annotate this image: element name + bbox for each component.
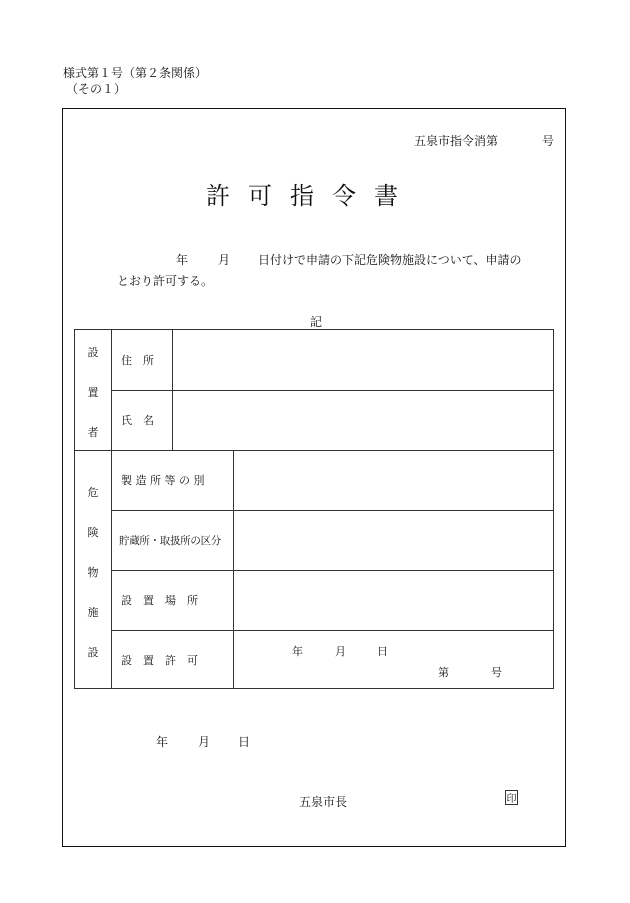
column-divider bbox=[172, 330, 173, 450]
facility-label-1: 危 bbox=[87, 486, 99, 499]
body-year: 年 bbox=[176, 253, 189, 267]
installer-label-2: 置 bbox=[87, 386, 99, 399]
document-number-suffix: 号 bbox=[542, 134, 555, 148]
issue-date-day: 日 bbox=[238, 735, 251, 749]
issue-date-year: 年 bbox=[156, 735, 169, 749]
name-label: 氏 名 bbox=[121, 414, 154, 427]
facility-type-label: 製 造 所 等 の 別 bbox=[121, 474, 205, 487]
body-line-1-text: 日付けで申請の下記危険物施設について、申請の bbox=[258, 253, 522, 267]
form-sub-number: （その１） bbox=[66, 82, 127, 96]
installer-label-1: 設 bbox=[87, 346, 99, 359]
installer-label-3: 者 bbox=[87, 426, 99, 439]
row-divider bbox=[111, 390, 554, 391]
ki-heading: 記 bbox=[310, 315, 323, 329]
location-label: 設 置 場 所 bbox=[121, 594, 198, 607]
category-label: 貯蔵所・取扱所の区分 bbox=[119, 534, 221, 547]
body-line-1 bbox=[176, 251, 522, 268]
permit-label: 設 置 許 可 bbox=[121, 654, 198, 667]
details-table bbox=[74, 329, 554, 689]
mayor-title: 五泉市長 bbox=[299, 795, 348, 809]
document-number-prefix: 五泉市指令消第 bbox=[414, 134, 499, 148]
permit-number-suffix: 号 bbox=[491, 666, 502, 679]
issue-date-month: 月 bbox=[198, 735, 211, 749]
column-divider bbox=[233, 450, 234, 689]
facility-label-2: 険 bbox=[87, 526, 99, 539]
facility-label-4: 施 bbox=[87, 606, 99, 619]
issue-date bbox=[156, 733, 250, 750]
form-number: 様式第１号（第２条関係） bbox=[63, 66, 208, 80]
permit-date-day: 日 bbox=[377, 645, 388, 658]
address-label: 住 所 bbox=[121, 354, 154, 367]
permit-number-prefix: 第 bbox=[438, 666, 449, 679]
seal-mark: 印 bbox=[505, 790, 518, 805]
document-number bbox=[414, 132, 554, 149]
facility-label-3: 物 bbox=[87, 566, 99, 579]
permit-date-month: 月 bbox=[335, 645, 346, 658]
body-month: 月 bbox=[218, 253, 231, 267]
facility-label-5: 設 bbox=[87, 646, 99, 659]
permit-date-year: 年 bbox=[292, 645, 303, 658]
body-line-2: とおり許可する。 bbox=[117, 274, 214, 288]
document-title: 許可指令書 bbox=[206, 182, 416, 210]
column-divider bbox=[111, 330, 112, 689]
